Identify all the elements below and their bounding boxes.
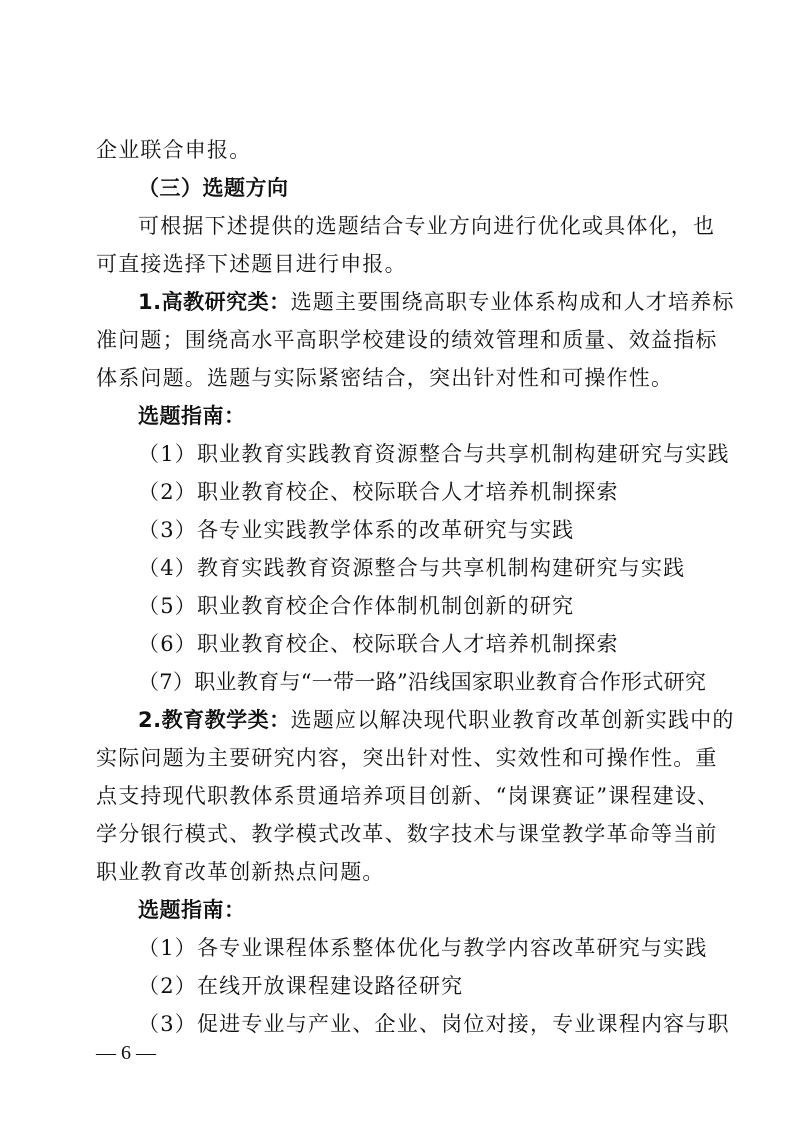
paragraph-line: 可直接选择下述题目进行申报。 [96,252,407,276]
paragraph-line: 体系问题。选题与实际紧密结合，突出针对性和可操作性。 [96,366,674,390]
page-number: — 6 — [96,1042,156,1064]
list-item: （5）职业教育校企合作体制机制创新的研究 [138,594,575,618]
paragraph-line: 职业教育改革创新热点问题。 [96,860,385,884]
paragraph-line [96,782,720,810]
list-item: （1）各专业课程体系整体优化与教学内容改革研究与实践 [138,936,708,960]
paragraph-line [96,326,718,354]
category-label: 1.高教研究类： [138,290,291,314]
guide-heading: 选题指南： [138,404,246,428]
list-item: （4）教育实践教育资源整合与共享机制构建研究与实践 [138,556,686,580]
category-text: 选题主要围绕高职专业体系构成和人才培养标 [290,290,735,314]
list-item: （2）职业教育校企、校际联合人才培养机制探索 [138,480,619,504]
list-item-text: （3）促进专业与产业、企业、岗位对接，专业课程内容与职 [138,1012,730,1036]
paragraph-text: 实际问题为主要研究内容，突出针对性、实效性和可操作性。重 [96,746,718,770]
paragraph-text: 点支持现代职教体系贯通培养项目创新、“岗课赛证”课程建设、 [96,784,720,808]
section-heading: （三）选题方向 [138,176,289,200]
paragraph-text: 可根据下述提供的选题结合专业方向进行优化或具体化，也 [138,214,716,238]
category-label: 2.教育教学类： [138,708,291,732]
paragraph-line: 企业联合申报。 [96,138,252,162]
paragraph-line [96,744,718,772]
paragraph-text: 准问题；围绕高水平高职学校建设的绩效管理和质量、效益指标 [96,328,718,352]
list-item: （6）职业教育校企、校际联合人才培养机制探索 [138,632,619,656]
list-item: （7）职业教育与“一带一路”沿线国家职业教育合作形式研究 [138,670,707,694]
list-item: （2）在线开放课程建设路径研究 [138,974,464,998]
paragraph-text: 学分银行模式、教学模式改革、数字技术与课堂教学革命等当前 [96,822,718,846]
guide-heading: 选题指南： [138,898,246,922]
list-item: （3）各专业实践教学体系的改革研究与实践 [138,518,575,542]
category-line [138,706,735,734]
category-text: 选题应以解决现代职业教育改革创新实践中的 [290,708,735,732]
list-item [138,1010,730,1038]
paragraph-line [138,212,716,240]
list-item: （1）职业教育实践教育资源整合与共享机制构建研究与实践 [138,442,730,466]
category-line [138,288,735,316]
paragraph-line [96,820,718,848]
